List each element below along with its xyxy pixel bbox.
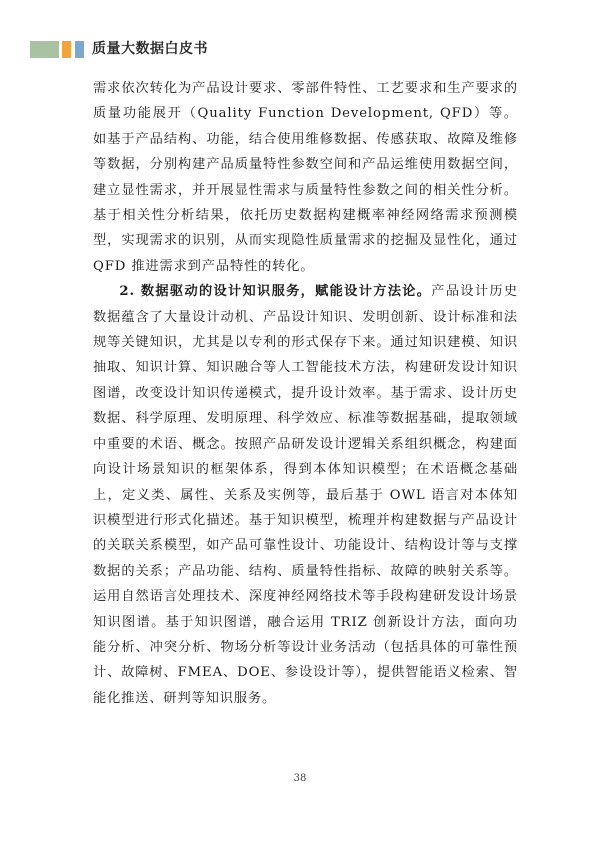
paragraph-2 <box>93 279 518 711</box>
body-content <box>93 76 518 711</box>
page-header <box>0 0 600 70</box>
header-decor-block-green <box>30 41 59 58</box>
header-title: 质量大数据白皮书 <box>92 41 208 57</box>
page-number: 38 <box>293 773 307 784</box>
header-decor-block-orange <box>62 41 71 58</box>
paragraph-2-text: 产品设计历史数据蕴含了大量设计动机、产品设计知识、发明创新、设计标准和法规等关键知识，尤其是以专利的形式保存下来。通过知识建模、知识抽取、知识计算、知识融合等人工智能技术方法，构建研发设计知识图谱，改变设计知识传递模式，提升设计效率。基于需求、设计历史数据、科学原理、发明原理、科学效应、标准等数据基础，提取领域中重要的术语、概念。按照产品研发设计逻辑关系组织概念，构建面向设计场景知识的框架体系，得到本体知识模型；在术语概念基础上，定义类、属性、关系及实例等，最后基于 OWL 语言对本体知识模型进行形式化描述。基于知识模型，梳理并构建数据与产品设计的关联关系模型，如产品可靠性设计、功能设计、结构设计等与支撑数据的关系；产品功能、结构、质量特性指标、故障的映射关系等。运用自然语言处理技术、深度神经网络技术等手段构建研发设计场景知识图谱。基于知识图谱，融合运用 TRIZ 创新设计方法，面向功能分析、冲突分析、物场分析等设计业务活动（包括具体的可靠性预计、故障树、FMEA、DOE、参设设计等），提供智能语义检索、智能化推送、研判等知识服务。 <box>93 284 518 706</box>
header-decor-block-blue <box>75 41 84 58</box>
paragraph-2-lead: 2. 数据驱动的设计知识服务，赋能设计方法论。 <box>119 284 432 300</box>
paragraph-1: 需求依次转化为产品设计要求、零部件特性、工艺要求和生产要求的质量功能展开（Quality Function Development, QFD）等。如基于产品结构、功能，结合使用维修数据、传感获取、故障及维修等数据，分别构建产品质量特性参数空间和产品运维使用数据空间，建立显性需求，并开展显性需求与质量特性参数之间的相关性分析。基于相关性分析结果，依托历史数据构建概率神经网络需求预测模型，实现需求的识别，从而实现隐性质量需求的挖掘及显性化，通过 QFD 推进需求到产品特性的转化。 <box>93 81 518 274</box>
